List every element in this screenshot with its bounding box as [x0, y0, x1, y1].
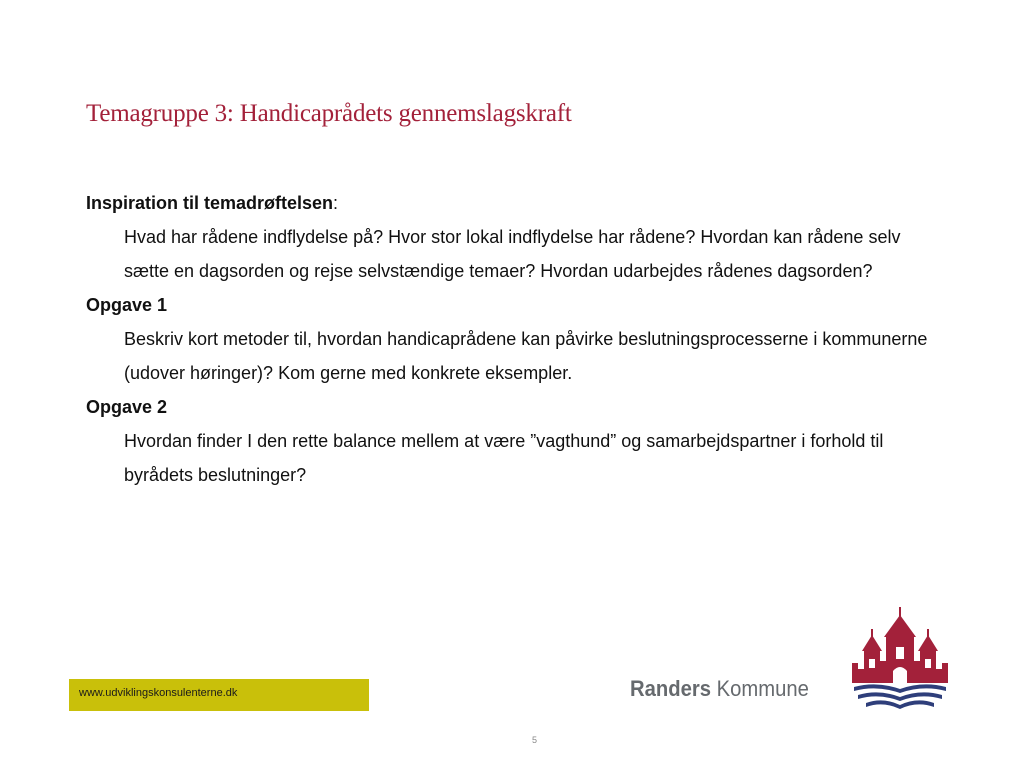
section-heading-inspiration	[86, 186, 946, 220]
logo-right-roof	[918, 635, 938, 651]
logo-wave-1	[854, 684, 946, 693]
logo-left-roof	[862, 635, 882, 651]
section-heading-opgave-2: Opgave 2	[86, 397, 168, 417]
footer-url-bar	[69, 679, 369, 711]
section-heading-opgave-1: Opgave 1	[86, 295, 168, 315]
page-number: 5	[532, 735, 538, 745]
footer-url-link[interactable]: www.udviklingskonsulenterne.dk	[79, 687, 238, 699]
brand-name-light: Kommune	[716, 676, 809, 701]
logo-base-right	[936, 669, 948, 683]
section-body-opgave-2: Hvordan finder I den rette balance mellem at være ”vagthund” og samarbejdspartner i forhold til byrådets beslutninger?	[124, 431, 884, 485]
logo-base-left	[852, 669, 864, 683]
brand-name-strong: Randers	[630, 676, 712, 701]
logo-window-right	[925, 659, 931, 668]
section-heading-inspiration-text: Inspiration til temadrøftelsen	[86, 193, 334, 213]
slide-content	[86, 186, 946, 492]
logo-left-wall	[880, 661, 886, 683]
logo-gate	[893, 667, 907, 683]
coat-of-arms-logo-icon	[850, 605, 950, 715]
section-heading-colon: :	[333, 193, 339, 213]
logo-wave-2	[858, 692, 942, 701]
logo-wave-3	[866, 700, 934, 709]
logo-center-roof	[884, 615, 916, 637]
logo-window-center	[896, 647, 904, 659]
section-body-inspiration: Hvad har rådene indflydelse på? Hvor stor lokal indflydelse har rådene? Hvordan kan rådene selv sætte en dagsorden og rejse selvstændige temaer? Hvordan udarbejdes rådenes dagsorden?	[124, 227, 901, 281]
brand-wordmark	[630, 676, 809, 702]
slide-title: Temagruppe 3: Handicaprådets gennemslagskraft	[86, 100, 572, 127]
logo-window-left	[869, 659, 875, 668]
logo-right-wall	[914, 661, 920, 683]
section-body-opgave-1: Beskriv kort metoder til, hvordan handicaprådene kan påvirke beslutningsprocesserne i kommunerne (udover høringer)? Kom gerne med konkrete eksempler.	[124, 329, 928, 383]
